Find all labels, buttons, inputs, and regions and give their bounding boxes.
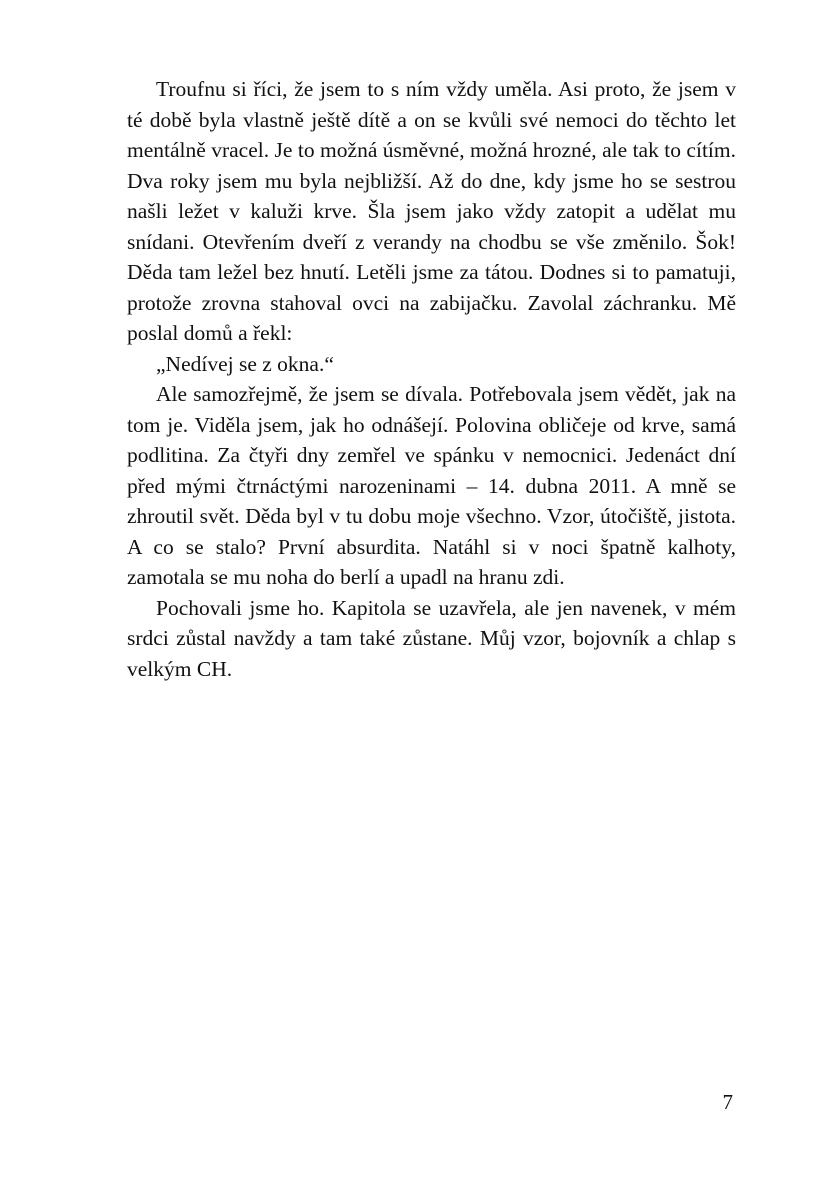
paragraph-3: Ale samozřejmě, že jsem se dívala. Potřebovala jsem vědět, jak na tom je. Viděla jsem, jak ho odnášejí. Polovina obličeje od krve, samá podlitina. Za čtyři dny zemřel ve spánku v nemocnici. Jedenáct dní před mými čtrnáctými narozeninami – 14. dubna 2011. A mně se zhroutil svět. Děda byl v tu dobu moje všechno. Vzor, útočiště, jistota. A co se stalo? První absurdita. Natáhl si v noci špatně kalhoty, zamotala se mu noha do berlí a upadl na hranu zdi. — [127, 382, 736, 589]
paragraph-2-quote: „Nedívej se z okna.“ — [156, 351, 334, 376]
paragraph-4: Pochovali jsme ho. Kapitola se uzavřela, ale jen navenek, v mém srdci zůstal navždy a tam také zůstane. Můj vzor, bojovník a chlap s velkým CH. — [127, 595, 736, 681]
page-body — [127, 74, 736, 684]
paragraph-1: Troufnu si říci, že jsem to s ním vždy uměla. Asi proto, že jsem v té době byla vlastně ještě dítě a on se kvůli své nemoci do těchto let mentálně vracel. Je to možná úsměvné, možná hrozné, ale tak to cítím. Dva roky jsem mu byla nejbližší. Až do dne, kdy jsme ho se sestrou našli ležet v kaluži krve. Šla jsem jako vždy zatopit a udělat mu snídani. Otevřením dveří z verandy na chodbu se vše změnilo. Šok! Děda tam ležel bez hnutí. Letěli jsme za tátou. Dodnes si to pamatuji, protože zrovna stahoval ovci na zabijačku. Zavolal záchranku. Mě poslal domů a řekl: — [127, 77, 736, 345]
page-number: 7 — [722, 1090, 733, 1114]
